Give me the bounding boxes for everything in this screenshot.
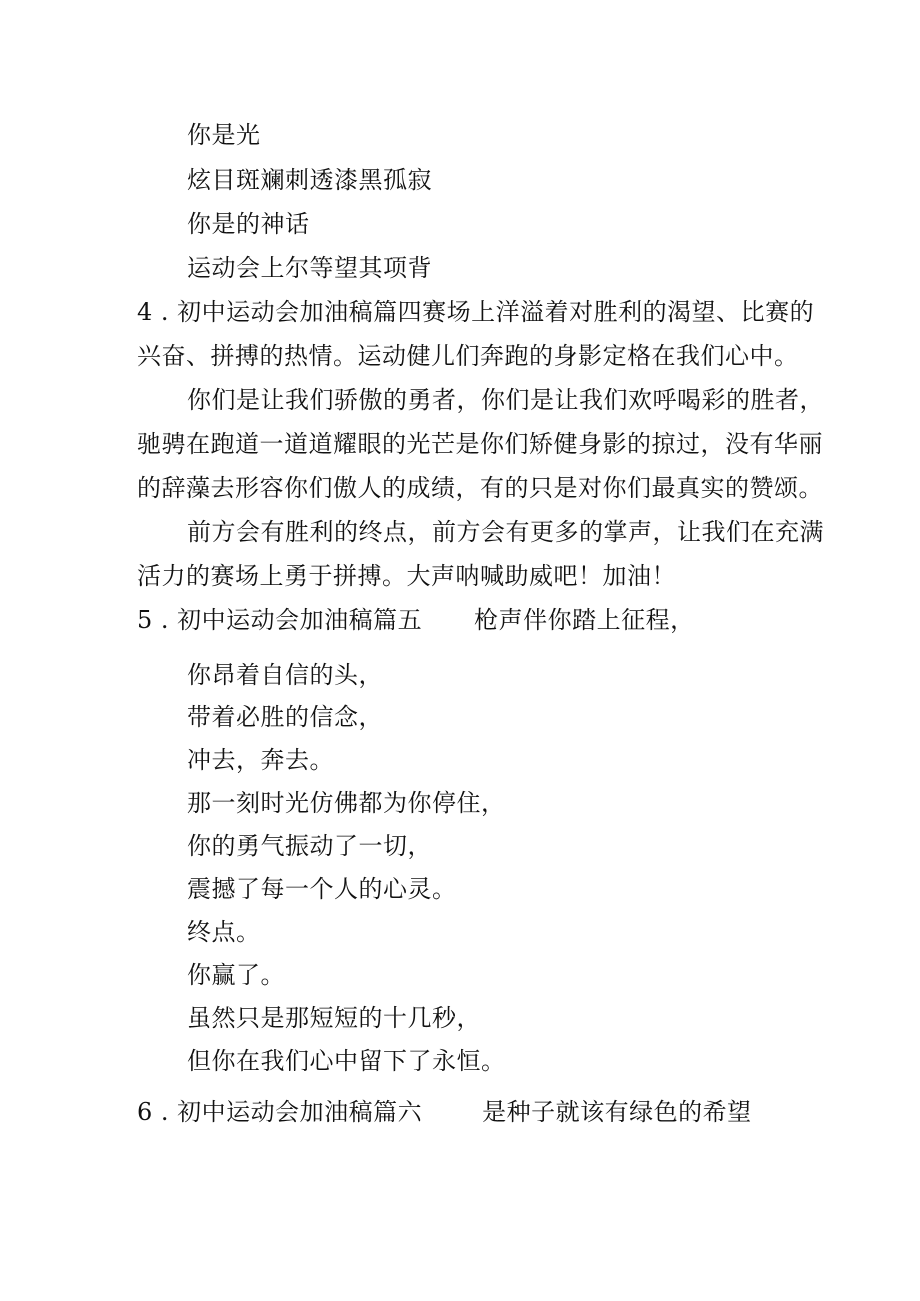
- poem-line: 你昂着自信的头，: [187, 661, 383, 689]
- poem-line: 你赢了。: [187, 961, 285, 989]
- poem-line: 运动会上尔等望其项背: [187, 254, 432, 282]
- poem-line: 终点。: [187, 918, 261, 946]
- poem-line: 虽然只是那短短的十几秒，: [187, 1004, 481, 1032]
- section-6-opening: 是种子就该有绿色的希望: [482, 1098, 752, 1126]
- section-4-heading-cont: 兴奋、拼搏的热情。运动健儿们奔跑的身影定格在我们心中。: [137, 342, 799, 370]
- section-5-opening: 枪声伴你踏上征程，: [474, 606, 695, 634]
- poem-line: 但你在我们心中留下了永恒。: [187, 1047, 506, 1075]
- poem-line: 那一刻时光仿佛都为你停住，: [187, 789, 506, 817]
- poem-line: 带着必胜的信念，: [187, 703, 383, 731]
- paragraph-line: 前方会有胜利的终点，前方会有更多的掌声，让我们在充满: [187, 518, 824, 546]
- poem-line: 你是的神话: [187, 210, 310, 238]
- section-6-title: 6 . 初中运动会加油稿篇六: [137, 1098, 423, 1126]
- poem-line: 冲去，奔去。: [187, 746, 334, 774]
- section-5-heading: [137, 605, 695, 635]
- poem-line: 你是光: [187, 121, 261, 149]
- section-5-title: 5 . 初中运动会加油稿篇五: [137, 606, 423, 634]
- section-6-heading: [137, 1097, 752, 1127]
- paragraph-line: 的辞藻去形容你们傲人的成绩，有的只是对你们最真实的赞颂。: [137, 474, 823, 502]
- paragraph-line: 活力的赛场上勇于拼搏。大声呐喊助威吧！加油！: [137, 562, 676, 590]
- section-4-heading: 4 . 初中运动会加油稿篇四赛场上洋溢着对胜利的渴望、比赛的: [137, 298, 815, 326]
- paragraph-line: 你们是让我们骄傲的勇者，你们是让我们欢呼喝彩的胜者，: [187, 386, 824, 414]
- paragraph-line: 驰骋在跑道一道道耀眼的光芒是你们矫健身影的掠过，没有华丽: [137, 430, 823, 458]
- poem-line: 震撼了每一个人的心灵。: [187, 875, 457, 903]
- poem-line: 你的勇气振动了一切，: [187, 832, 432, 860]
- poem-line: 炫目斑斓刺透漆黑孤寂: [187, 166, 432, 194]
